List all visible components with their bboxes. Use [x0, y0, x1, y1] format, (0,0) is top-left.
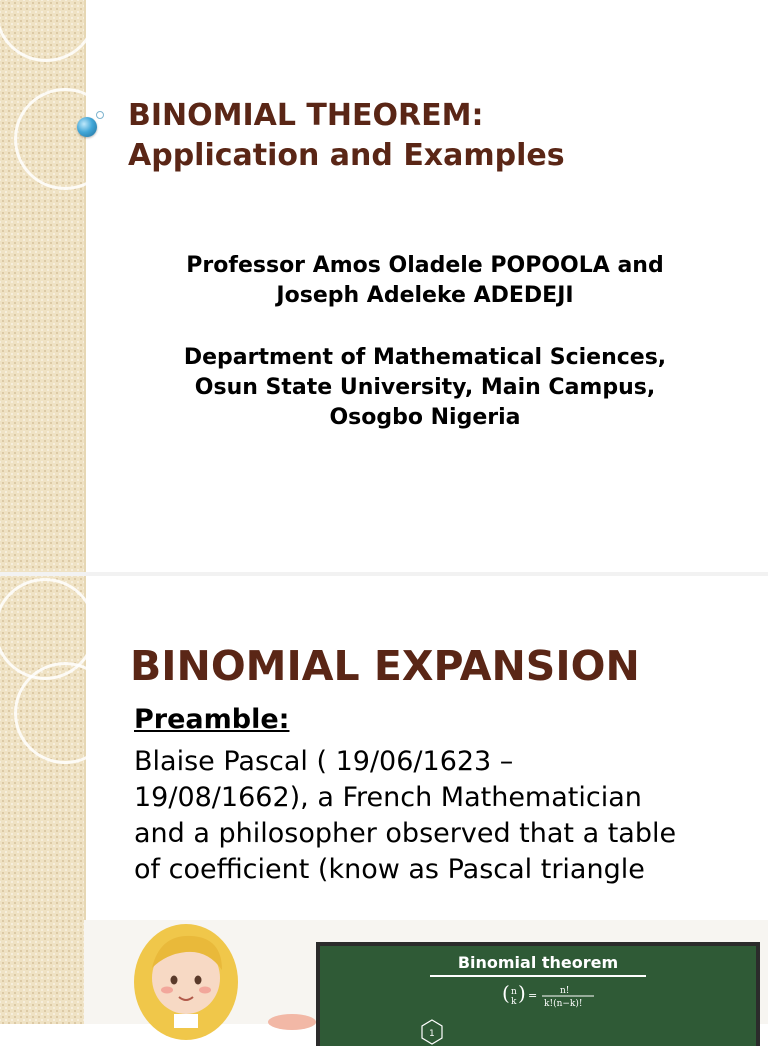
formula-numerator: n!: [560, 986, 570, 996]
body-line: Blaise Pascal ( 19/06/1623 –: [134, 746, 514, 777]
title-line: Application and Examples: [128, 138, 565, 173]
department-line: Osun State University, Main Campus,: [194, 375, 656, 400]
presentation-title: [128, 96, 748, 176]
section-title: BINOMIAL EXPANSION: [130, 642, 640, 690]
svg-text:): ): [518, 981, 526, 1005]
authors-line: Professor Amos Oladele POPOOLA and: [186, 253, 664, 278]
preamble-body: [134, 744, 764, 888]
teacher-girl-icon: [130, 924, 250, 1024]
board-underline: [430, 975, 646, 977]
formula-lhs-top: n: [511, 987, 517, 997]
authors: [100, 251, 750, 311]
strip-edge: [84, 0, 86, 572]
pointing-hand-icon: [264, 1006, 324, 1036]
formula-denominator: k!(n−k)!: [544, 999, 583, 1009]
title-line: BINOMIAL THEOREM:: [128, 98, 484, 133]
svg-text:=: =: [528, 989, 538, 1002]
department-line: Department of Mathematical Sciences,: [183, 345, 667, 370]
blue-bead-icon: [77, 117, 97, 137]
body-line: 19/08/1662), a French Mathematician: [134, 782, 642, 813]
small-bead-icon: [96, 111, 104, 119]
authors-line: Joseph Adeleke ADEDEJI: [276, 283, 574, 308]
body-line: of coefficient (know as Pascal triangle: [134, 854, 645, 885]
binomial-formula: [498, 982, 618, 1012]
board-title: Binomial theorem: [457, 953, 619, 972]
decorative-arc: [14, 88, 116, 190]
preamble-label: Preamble:: [134, 704, 290, 735]
chalkboard: [316, 942, 760, 1046]
body-line: and a philosopher observed that a table: [134, 818, 677, 849]
department: [100, 343, 750, 433]
pascal-triangle-icon: [412, 1018, 452, 1048]
decorative-arc: [14, 662, 116, 764]
triangle-top-number: 1: [429, 1029, 435, 1039]
department-line: Osogbo Nigeria: [329, 405, 521, 430]
svg-text:(: (: [502, 981, 510, 1005]
formula-lhs-bottom: k: [511, 997, 517, 1007]
decorative-strip: [0, 0, 84, 572]
binomial-illustration: [84, 920, 768, 1039]
